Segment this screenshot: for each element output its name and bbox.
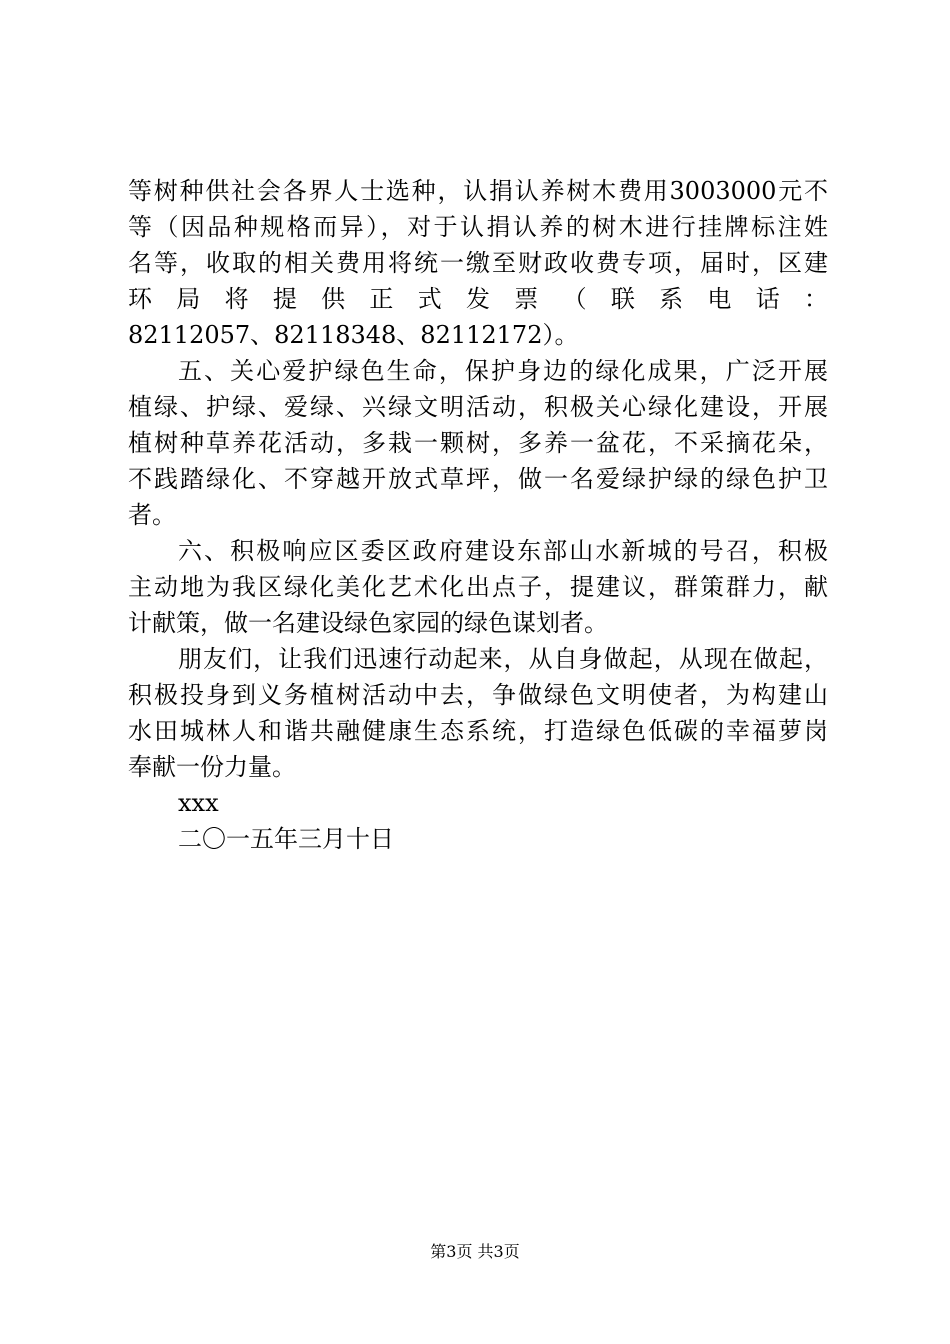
paragraph-line: 不践踏绿化、不穿越开放式草坪，做一名爱绿护绿的绿色护卫	[128, 465, 828, 493]
paragraph-line: 等（因品种规格而异），对于认捐认养的树木进行挂牌标注姓	[128, 213, 828, 241]
paragraph-line: 名等，收取的相关费用将统一缴至财政收费专项，届时，区建	[128, 249, 828, 277]
page-number-footer: 第3页 共3页	[430, 1242, 520, 1261]
paragraph-line: 者。	[128, 501, 176, 529]
paragraph-line: 植树种草养花活动，多栽一颗树，多养一盆花，不采摘花朵，	[128, 429, 828, 457]
paragraph-line: 植绿、护绿、爱绿、兴绿文明活动，积极关心绿化建设，开展	[128, 393, 828, 421]
paragraph-line: 计献策，做一名建设绿色家园的绿色谋划者。	[128, 609, 608, 637]
signature-name: xxx	[178, 789, 219, 817]
paragraph-line: 五、关心爱护绿色生命，保护身边的绿化成果，广泛开展	[178, 357, 828, 385]
paragraph-line: 奉献一份力量。	[128, 753, 296, 781]
paragraph-line: 主动地为我区绿化美化艺术化出点子，提建议，群策群力，献	[128, 573, 828, 601]
paragraph-line: 水田城林人和谐共融健康生态系统，打造绿色低碳的幸福萝岗	[128, 717, 828, 745]
paragraph-line: 朋友们，让我们迅速行动起来，从自身做起，从现在做起，	[178, 645, 828, 673]
paragraph-line: 环 局 将 提 供 正 式 发 票 （ 联 系 电 话 ：	[128, 285, 828, 313]
paragraph-line: 82112057、82118348、82112172）。	[128, 321, 579, 349]
paragraph-line: 六、积极响应区委区政府建设东部山水新城的号召，积极	[178, 537, 828, 565]
paragraph-line: 积极投身到义务植树活动中去，争做绿色文明使者，为构建山	[128, 681, 828, 709]
paragraph-line: 等树种供社会各界人士选种，认捐认养树木费用3003000元不	[128, 177, 828, 205]
signature-date: 二〇一五年三月十日	[178, 825, 394, 853]
